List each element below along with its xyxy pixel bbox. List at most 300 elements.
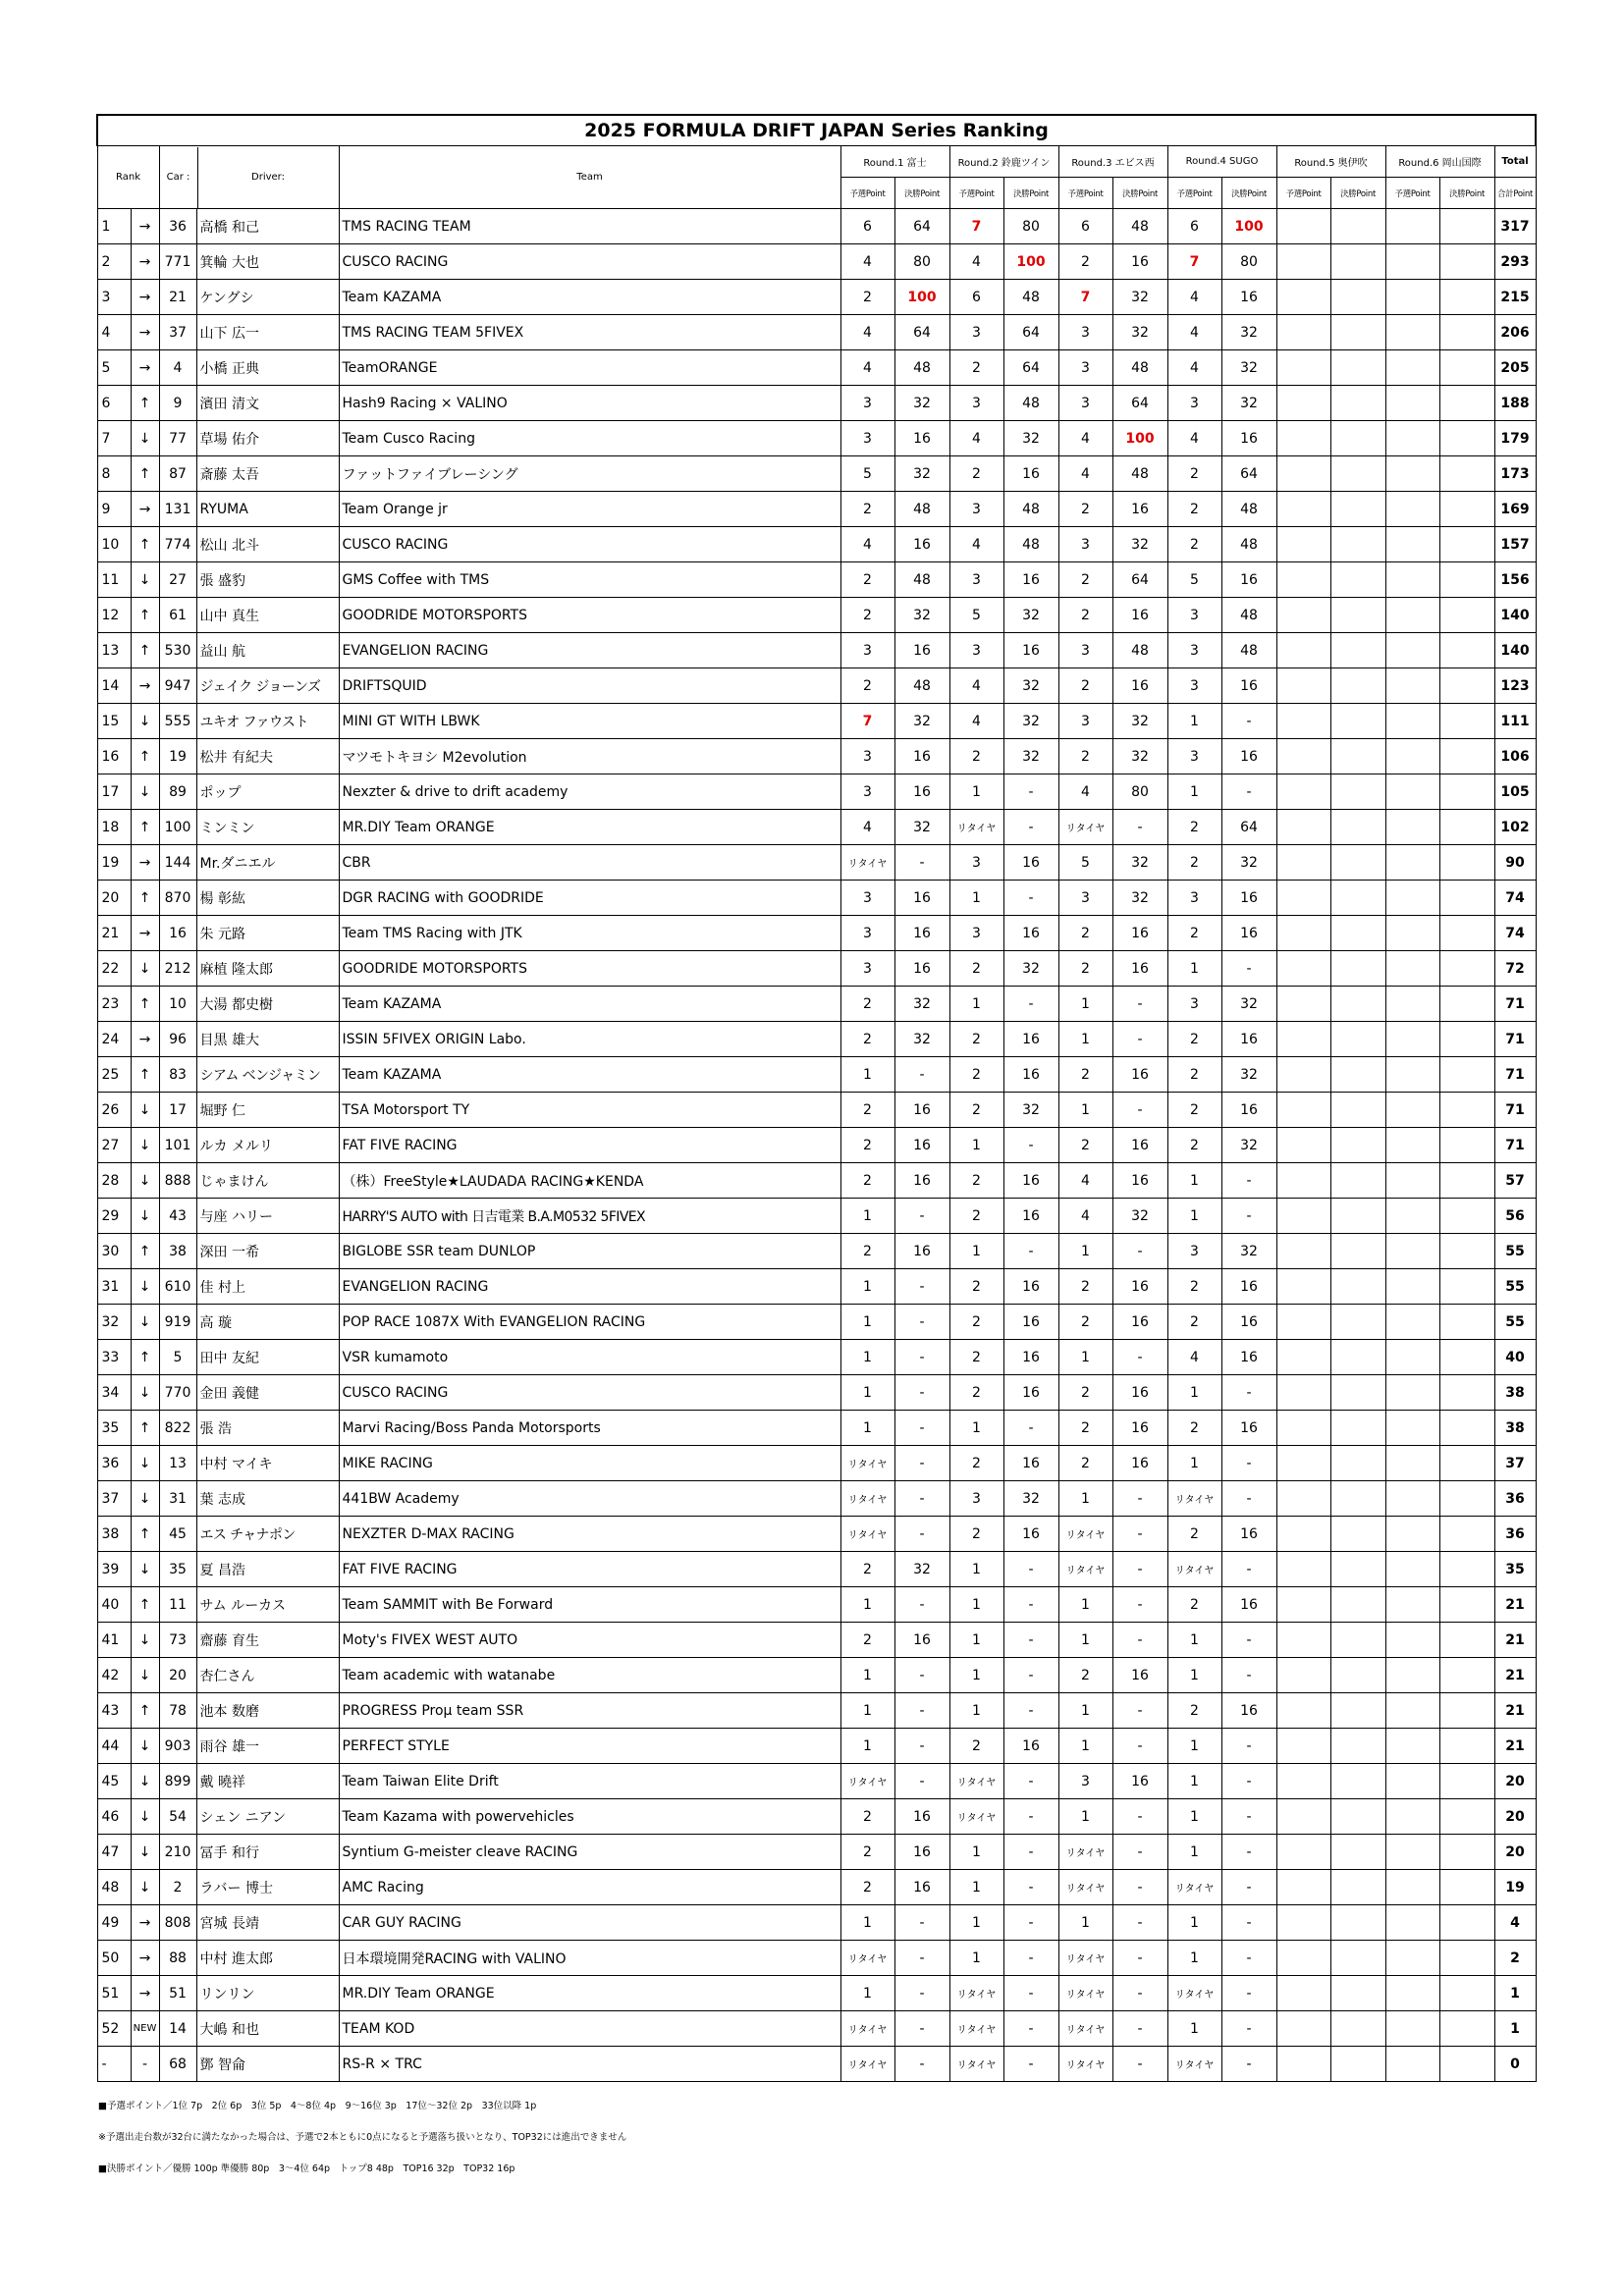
- header-round-2: Round.2 鈴鹿ツイン: [949, 146, 1058, 178]
- final-point-cell: 16: [1112, 1764, 1167, 1799]
- car-number-cell: 903: [159, 1729, 196, 1764]
- qual-point-cell: 1: [840, 1340, 894, 1375]
- table-row: [97, 209, 1536, 244]
- qual-point-cell: 3: [1167, 1234, 1221, 1269]
- final-point-cell: 48: [894, 562, 949, 598]
- final-point-cell: [1330, 1623, 1385, 1658]
- final-point-cell: -: [894, 1517, 949, 1552]
- qual-point-cell: [1385, 633, 1439, 668]
- qual-point-cell: 1: [1058, 1693, 1112, 1729]
- rank-cell: 26: [97, 1093, 131, 1128]
- team-cell: FAT FIVE RACING: [339, 1128, 840, 1163]
- rank-cell: 36: [97, 1446, 131, 1481]
- final-point-cell: 16: [894, 916, 949, 951]
- car-number-cell: 83: [159, 1057, 196, 1093]
- final-point-cell: -: [1112, 1587, 1167, 1623]
- qual-point-cell: [1276, 1411, 1330, 1446]
- final-point-cell: 16: [1112, 1375, 1167, 1411]
- qual-point-cell: 1: [949, 1587, 1003, 1623]
- final-point-cell: 32: [1112, 739, 1167, 774]
- final-point-cell: -: [1221, 1446, 1276, 1481]
- total-point-cell: 38: [1494, 1411, 1536, 1446]
- car-number-cell: 21: [159, 280, 196, 315]
- final-point-cell: [1330, 1905, 1385, 1941]
- qual-point-cell: 4: [840, 810, 894, 845]
- final-point-cell: 48: [1221, 527, 1276, 562]
- table-row: [97, 1517, 1536, 1552]
- car-number-cell: 77: [159, 421, 196, 456]
- qual-point-cell: 3: [1058, 881, 1112, 916]
- total-point-cell: 20: [1494, 1799, 1536, 1835]
- qual-point-cell: [1276, 1234, 1330, 1269]
- qual-point-cell: 3: [1058, 527, 1112, 562]
- final-point-cell: 48: [1112, 350, 1167, 386]
- qual-point-cell: 2: [1058, 1411, 1112, 1446]
- final-point-cell: [1439, 1941, 1494, 1976]
- trend-indicator: ↓: [131, 1199, 159, 1234]
- rank-cell: 16: [97, 739, 131, 774]
- qual-point-cell: 2: [1167, 845, 1221, 881]
- header-car-driver: [159, 146, 339, 209]
- qual-point-cell: 3: [840, 421, 894, 456]
- qual-point-cell: [1385, 1623, 1439, 1658]
- total-point-cell: 20: [1494, 1764, 1536, 1799]
- final-point-cell: 32: [894, 598, 949, 633]
- trend-indicator: ↓: [131, 562, 159, 598]
- car-number-cell: 888: [159, 1163, 196, 1199]
- car-number-cell: 770: [159, 1375, 196, 1411]
- qual-point-cell: 3: [1167, 598, 1221, 633]
- qual-point-cell: 2: [949, 1163, 1003, 1199]
- final-point-cell: -: [1003, 2011, 1058, 2047]
- trend-indicator: ↑: [131, 1340, 159, 1375]
- driver-cell: ジェイク ジョーンズ: [196, 668, 339, 704]
- header-round-3: Round.3 エビス西: [1058, 146, 1167, 178]
- final-point-cell: 32: [1003, 739, 1058, 774]
- qual-point-cell: 3: [1058, 1764, 1112, 1799]
- final-point-cell: -: [1003, 1941, 1058, 1976]
- final-point-cell: 16: [894, 527, 949, 562]
- total-point-cell: 105: [1494, 774, 1536, 810]
- final-point-cell: 64: [1221, 456, 1276, 492]
- final-point-cell: [1439, 774, 1494, 810]
- qual-point-cell: [1385, 315, 1439, 350]
- driver-cell: 戴 曉祥: [196, 1764, 339, 1799]
- qual-point-cell: 3: [1167, 633, 1221, 668]
- team-cell: ISSIN 5FIVEX ORIGIN Labo.: [339, 1022, 840, 1057]
- qual-point-cell: [1276, 881, 1330, 916]
- qual-point-cell: [1276, 1481, 1330, 1517]
- table-row: [97, 1375, 1536, 1411]
- final-point-cell: 48: [1112, 456, 1167, 492]
- final-point-cell: 16: [1221, 668, 1276, 704]
- driver-cell: 高橋 和己: [196, 209, 339, 244]
- final-point-cell: [1439, 1269, 1494, 1305]
- qual-point-cell: 2: [949, 1269, 1003, 1305]
- final-point-cell: -: [894, 1375, 949, 1411]
- final-point-cell: -: [1221, 1658, 1276, 1693]
- qual-point-cell: [1276, 1835, 1330, 1870]
- final-point-cell: 32: [1221, 350, 1276, 386]
- driver-cell: ラバー 博士: [196, 1870, 339, 1905]
- qual-point-cell: 3: [1167, 386, 1221, 421]
- total-point-cell: 157: [1494, 527, 1536, 562]
- qual-point-cell: 2: [1058, 951, 1112, 987]
- final-point-cell: [1439, 810, 1494, 845]
- final-point-cell: -: [1221, 1375, 1276, 1411]
- final-point-cell: -: [1112, 1976, 1167, 2011]
- qual-point-cell: [1385, 1941, 1439, 1976]
- final-point-cell: [1439, 1481, 1494, 1517]
- final-point-cell: 16: [1003, 1269, 1058, 1305]
- qual-point-cell: [1385, 1269, 1439, 1305]
- rank-cell: 30: [97, 1234, 131, 1269]
- team-cell: CAR GUY RACING: [339, 1905, 840, 1941]
- driver-cell: 小橋 正典: [196, 350, 339, 386]
- qual-point-cell: [1276, 1623, 1330, 1658]
- car-number-cell: 35: [159, 1552, 196, 1587]
- qual-point-cell: [1385, 1693, 1439, 1729]
- table-row: [97, 1481, 1536, 1517]
- table-row: [97, 1799, 1536, 1835]
- qual-point-cell: 1: [1167, 951, 1221, 987]
- qual-point-cell: [1276, 1870, 1330, 1905]
- rank-cell: 9: [97, 492, 131, 527]
- driver-cell: 箕輪 大也: [196, 244, 339, 280]
- qual-point-cell: リタイヤ: [840, 845, 894, 881]
- team-cell: Moty's FIVEX WEST AUTO: [339, 1623, 840, 1658]
- table-row: [97, 2047, 1536, 2082]
- total-point-cell: 0: [1494, 2047, 1536, 2082]
- team-cell: VSR kumamoto: [339, 1340, 840, 1375]
- table-row: [97, 1729, 1536, 1764]
- qual-point-cell: [1276, 1517, 1330, 1552]
- qual-point-cell: 2: [949, 1446, 1003, 1481]
- driver-cell: 目黒 雄大: [196, 1022, 339, 1057]
- final-point-cell: [1439, 1517, 1494, 1552]
- total-point-cell: 20: [1494, 1835, 1536, 1870]
- final-point-cell: -: [1221, 2011, 1276, 2047]
- final-point-cell: [1330, 916, 1385, 951]
- car-number-cell: 54: [159, 1799, 196, 1835]
- qual-point-cell: 2: [840, 280, 894, 315]
- trend-indicator: ↑: [131, 987, 159, 1022]
- final-point-cell: -: [894, 1941, 949, 1976]
- total-point-cell: 35: [1494, 1552, 1536, 1587]
- total-point-cell: 37: [1494, 1446, 1536, 1481]
- driver-cell: 金田 義健: [196, 1375, 339, 1411]
- qual-point-cell: 1: [840, 1976, 894, 2011]
- qual-point-cell: 1: [840, 1729, 894, 1764]
- qual-point-cell: 1: [1058, 1729, 1112, 1764]
- qual-point-cell: 1: [949, 1941, 1003, 1976]
- total-point-cell: 90: [1494, 845, 1536, 881]
- qual-point-cell: 1: [1058, 1022, 1112, 1057]
- final-point-cell: 32: [1112, 280, 1167, 315]
- final-point-cell: 32: [1003, 1093, 1058, 1128]
- qual-point-cell: 4: [1058, 774, 1112, 810]
- final-point-cell: -: [1221, 1764, 1276, 1799]
- qual-point-cell: リタイヤ: [1058, 810, 1112, 845]
- trend-indicator: ↓: [131, 1128, 159, 1163]
- qual-point-cell: [1385, 1375, 1439, 1411]
- table-row: [97, 1623, 1536, 1658]
- qual-point-cell: 1: [949, 1128, 1003, 1163]
- final-point-cell: 32: [1112, 881, 1167, 916]
- qual-point-cell: 2: [840, 562, 894, 598]
- car-number-cell: 14: [159, 2011, 196, 2047]
- final-point-cell: -: [894, 1305, 949, 1340]
- qual-point-cell: [1276, 739, 1330, 774]
- final-point-cell: -: [894, 1658, 949, 1693]
- final-point-cell: 32: [1112, 527, 1167, 562]
- header-qual-point: 予選Point: [1276, 178, 1330, 209]
- qual-point-cell: 1: [1167, 1764, 1221, 1799]
- final-point-cell: 32: [1112, 315, 1167, 350]
- final-point-cell: 32: [1112, 704, 1167, 739]
- total-point-cell: 2: [1494, 1941, 1536, 1976]
- team-cell: TSA Motorsport TY: [339, 1093, 840, 1128]
- final-point-cell: [1439, 1234, 1494, 1269]
- qual-point-cell: [1276, 1093, 1330, 1128]
- total-point-cell: 72: [1494, 951, 1536, 987]
- header-final-point: 決勝Point: [1112, 178, 1167, 209]
- qual-point-cell: [1276, 350, 1330, 386]
- rank-cell: 23: [97, 987, 131, 1022]
- qual-point-cell: 1: [1058, 1905, 1112, 1941]
- team-cell: Team KAZAMA: [339, 987, 840, 1022]
- team-cell: Syntium G-meister cleave RACING: [339, 1835, 840, 1870]
- total-point-cell: 71: [1494, 987, 1536, 1022]
- trend-indicator: →: [131, 350, 159, 386]
- qual-point-cell: [1276, 527, 1330, 562]
- qual-point-cell: [1385, 1022, 1439, 1057]
- qual-point-cell: 2: [949, 1199, 1003, 1234]
- team-cell: HARRY'S AUTO with 日吉電業 B.A.M0532 5FIVEX: [339, 1199, 840, 1234]
- trend-indicator: →: [131, 315, 159, 350]
- final-point-cell: 16: [1112, 1305, 1167, 1340]
- driver-cell: 松井 有紀夫: [196, 739, 339, 774]
- final-point-cell: -: [1003, 1835, 1058, 1870]
- final-point-cell: 32: [894, 987, 949, 1022]
- final-point-cell: -: [1112, 1234, 1167, 1269]
- total-point-cell: 74: [1494, 916, 1536, 951]
- qual-point-cell: リタイヤ: [1167, 1552, 1221, 1587]
- qual-point-cell: リタイヤ: [1058, 1552, 1112, 1587]
- total-point-cell: 21: [1494, 1623, 1536, 1658]
- table-row: [97, 315, 1536, 350]
- table-row: [97, 1411, 1536, 1446]
- driver-cell: 夏 昌浩: [196, 1552, 339, 1587]
- total-point-cell: 215: [1494, 280, 1536, 315]
- driver-cell: サム ルーカス: [196, 1587, 339, 1623]
- final-point-cell: [1330, 668, 1385, 704]
- final-point-cell: 32: [894, 704, 949, 739]
- qual-point-cell: リタイヤ: [949, 2011, 1003, 2047]
- driver-cell: 大湯 都史樹: [196, 987, 339, 1022]
- total-point-cell: 56: [1494, 1199, 1536, 1234]
- table-row: [97, 1658, 1536, 1693]
- final-point-cell: 16: [1221, 739, 1276, 774]
- car-number-cell: 774: [159, 527, 196, 562]
- final-point-cell: [1330, 1375, 1385, 1411]
- final-point-cell: 16: [1003, 1375, 1058, 1411]
- final-point-cell: -: [1003, 1693, 1058, 1729]
- trend-indicator: ↓: [131, 1623, 159, 1658]
- team-cell: Nexzter & drive to drift academy: [339, 774, 840, 810]
- table-row: [97, 350, 1536, 386]
- qual-point-cell: [1385, 1163, 1439, 1199]
- total-point-cell: 71: [1494, 1128, 1536, 1163]
- rank-cell: 45: [97, 1764, 131, 1799]
- total-point-cell: 123: [1494, 668, 1536, 704]
- qual-point-cell: リタイヤ: [1167, 1976, 1221, 2011]
- table-row: [97, 845, 1536, 881]
- final-point-cell: -: [894, 2047, 949, 2082]
- trend-indicator: →: [131, 1022, 159, 1057]
- rank-cell: 52: [97, 2011, 131, 2047]
- team-cell: RS-R × TRC: [339, 2047, 840, 2082]
- car-number-cell: 68: [159, 2047, 196, 2082]
- table-row: [97, 1022, 1536, 1057]
- final-point-cell: 32: [1003, 598, 1058, 633]
- driver-cell: 深田 一希: [196, 1234, 339, 1269]
- qual-point-cell: 1: [1058, 1587, 1112, 1623]
- qual-point-cell: [1385, 1976, 1439, 2011]
- driver-cell: 中村 進太郎: [196, 1941, 339, 1976]
- final-point-cell: 64: [894, 315, 949, 350]
- driver-cell: RYUMA: [196, 492, 339, 527]
- final-point-cell: 16: [1221, 1269, 1276, 1305]
- final-point-cell: 16: [1003, 633, 1058, 668]
- qual-point-cell: 2: [949, 1340, 1003, 1375]
- rank-cell: 43: [97, 1693, 131, 1729]
- trend-indicator: →: [131, 280, 159, 315]
- qual-point-cell: 2: [1167, 1057, 1221, 1093]
- qual-point-cell: 1: [1058, 1799, 1112, 1835]
- qual-point-cell: [1276, 1799, 1330, 1835]
- team-cell: 日本環境開発RACING with VALINO: [339, 1941, 840, 1976]
- car-number-cell: 13: [159, 1446, 196, 1481]
- final-point-cell: 100: [1221, 209, 1276, 244]
- driver-cell: ミンミン: [196, 810, 339, 845]
- final-point-cell: -: [1112, 1552, 1167, 1587]
- rank-cell: 38: [97, 1517, 131, 1552]
- final-point-cell: [1330, 421, 1385, 456]
- rank-cell: 40: [97, 1587, 131, 1623]
- driver-cell: シアム ベンジャミン: [196, 1057, 339, 1093]
- qual-point-cell: [1276, 1693, 1330, 1729]
- team-cell: DGR RACING with GOODRIDE: [339, 881, 840, 916]
- final-point-cell: [1439, 1340, 1494, 1375]
- total-point-cell: 1: [1494, 1976, 1536, 2011]
- qual-point-cell: 3: [949, 492, 1003, 527]
- qual-point-cell: 4: [1167, 421, 1221, 456]
- qual-point-cell: 3: [840, 739, 894, 774]
- qual-point-cell: 3: [1167, 881, 1221, 916]
- trend-indicator: ↑: [131, 1517, 159, 1552]
- final-point-cell: 16: [1003, 1163, 1058, 1199]
- qual-point-cell: [1276, 1552, 1330, 1587]
- qual-point-cell: 4: [1167, 1340, 1221, 1375]
- qual-point-cell: [1276, 1941, 1330, 1976]
- final-point-cell: [1330, 1446, 1385, 1481]
- rank-cell: 49: [97, 1905, 131, 1941]
- final-point-cell: -: [1003, 1587, 1058, 1623]
- team-cell: Team KAZAMA: [339, 1057, 840, 1093]
- final-point-cell: 48: [894, 492, 949, 527]
- total-point-cell: 140: [1494, 633, 1536, 668]
- qual-point-cell: [1385, 598, 1439, 633]
- trend-indicator: ↓: [131, 1799, 159, 1835]
- rank-cell: 31: [97, 1269, 131, 1305]
- car-number-cell: 31: [159, 1481, 196, 1517]
- qual-point-cell: 2: [1058, 739, 1112, 774]
- final-point-cell: [1330, 845, 1385, 881]
- qual-point-cell: 2: [1058, 1128, 1112, 1163]
- qual-point-cell: 2: [1167, 1693, 1221, 1729]
- trend-indicator: -: [131, 2047, 159, 2082]
- qual-point-cell: 2: [1167, 810, 1221, 845]
- final-point-cell: [1439, 1587, 1494, 1623]
- final-point-cell: 32: [1112, 1199, 1167, 1234]
- team-cell: MR.DIY Team ORANGE: [339, 1976, 840, 2011]
- rank-cell: 3: [97, 280, 131, 315]
- qual-point-cell: 2: [1167, 1022, 1221, 1057]
- final-point-cell: 48: [1003, 280, 1058, 315]
- final-point-cell: 16: [1003, 1340, 1058, 1375]
- final-point-cell: [1330, 987, 1385, 1022]
- final-point-cell: -: [1112, 1905, 1167, 1941]
- final-point-cell: [1439, 1623, 1494, 1658]
- final-point-cell: 16: [1112, 1658, 1167, 1693]
- qual-point-cell: 2: [1058, 244, 1112, 280]
- qual-point-cell: 1: [949, 1411, 1003, 1446]
- header-final-point: 決勝Point: [894, 178, 949, 209]
- qual-point-cell: 3: [949, 633, 1003, 668]
- final-point-cell: -: [1112, 1799, 1167, 1835]
- header-rank: Rank: [97, 146, 159, 209]
- qual-point-cell: 1: [1058, 1234, 1112, 1269]
- final-point-cell: [1330, 280, 1385, 315]
- qual-point-cell: リタイヤ: [840, 1764, 894, 1799]
- final-point-cell: -: [1112, 1517, 1167, 1552]
- team-cell: CUSCO RACING: [339, 244, 840, 280]
- qual-point-cell: [1385, 1093, 1439, 1128]
- trend-indicator: ↑: [131, 881, 159, 916]
- qual-point-cell: 2: [949, 1057, 1003, 1093]
- team-cell: MR.DIY Team ORANGE: [339, 810, 840, 845]
- qual-point-cell: 2: [949, 1022, 1003, 1057]
- final-point-cell: [1439, 916, 1494, 951]
- final-point-cell: 64: [894, 209, 949, 244]
- final-point-cell: 16: [1221, 280, 1276, 315]
- final-point-cell: -: [1003, 810, 1058, 845]
- qual-point-cell: 4: [949, 527, 1003, 562]
- qual-point-cell: [1385, 492, 1439, 527]
- final-point-cell: [1439, 1799, 1494, 1835]
- qual-point-cell: [1276, 810, 1330, 845]
- table-row: [97, 1057, 1536, 1093]
- qual-point-cell: 4: [1167, 350, 1221, 386]
- team-cell: Marvi Racing/Boss Panda Motorsports: [339, 1411, 840, 1446]
- final-point-cell: 16: [1003, 1199, 1058, 1234]
- driver-cell: 杏仁さん: [196, 1658, 339, 1693]
- final-point-cell: 16: [894, 1870, 949, 1905]
- driver-cell: 濱田 清文: [196, 386, 339, 421]
- qual-point-cell: リタイヤ: [1058, 2047, 1112, 2082]
- car-number-cell: 96: [159, 1022, 196, 1057]
